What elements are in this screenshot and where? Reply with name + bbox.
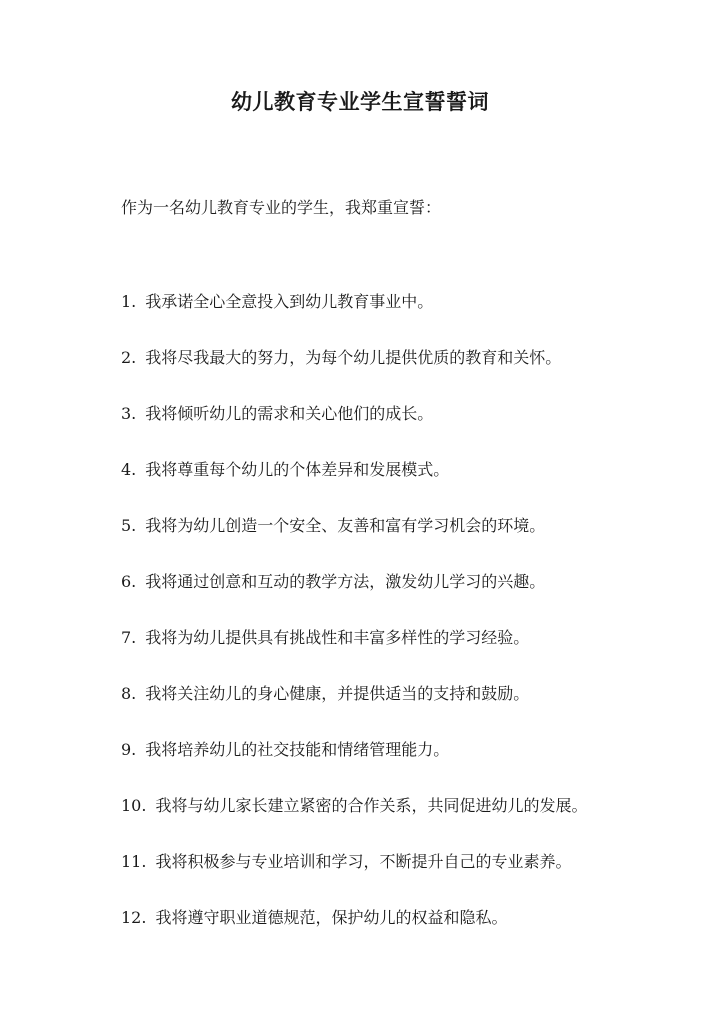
list-item	[121, 738, 449, 762]
list-item-text: 我将为幼儿提供具有挑战性和丰富多样性的学习经验。	[145, 628, 530, 647]
list-item	[121, 850, 571, 874]
list-item-text: 我承诺全心全意投入到幼儿教育事业中。	[145, 292, 434, 311]
intro-paragraph: 作为一名幼儿教育专业的学生，我郑重宣誓：	[121, 198, 442, 217]
list-item-number: 4.	[121, 460, 137, 479]
list-item-text: 我将关注幼儿的身心健康，并提供适当的支持和鼓励。	[145, 684, 530, 703]
list-item	[121, 906, 507, 930]
list-item-number: 11.	[121, 852, 147, 871]
list-item-number: 1.	[121, 292, 137, 311]
list-item-number: 5.	[121, 516, 137, 535]
list-item-number: 12.	[121, 908, 147, 927]
list-item-text: 我将为幼儿创造一个安全、友善和富有学习机会的环境。	[145, 516, 546, 535]
list-item-number: 6.	[121, 572, 137, 591]
list-item-number: 7.	[121, 628, 137, 647]
list-item-text: 我将与幼儿家长建立紧密的合作关系，共同促进幼儿的发展。	[155, 796, 588, 815]
list-item	[121, 402, 433, 426]
list-item-number: 10.	[121, 796, 147, 815]
list-item-number: 3.	[121, 404, 137, 423]
list-item-text: 我将倾听幼儿的需求和关心他们的成长。	[145, 404, 434, 423]
list-item	[121, 682, 529, 706]
list-item-text: 我将遵守职业道德规范，保护幼儿的权益和隐私。	[155, 908, 508, 927]
list-item	[121, 514, 545, 538]
list-item	[121, 290, 433, 314]
list-item	[121, 570, 545, 594]
list-item-text: 我将通过创意和互动的教学方法，激发幼儿学习的兴趣。	[145, 572, 546, 591]
list-item	[121, 626, 529, 650]
list-item	[121, 458, 449, 482]
list-item-text: 我将尽我最大的努力，为每个幼儿提供优质的教育和关怀。	[145, 348, 562, 367]
list-item-text: 我将培养幼儿的社交技能和情绪管理能力。	[145, 740, 450, 759]
list-item	[121, 346, 561, 370]
list-item-number: 9.	[121, 740, 137, 759]
list-item-text: 我将尊重每个幼儿的个体差异和发展模式。	[145, 460, 450, 479]
document-title: 幼儿教育专业学生宣誓誓词	[231, 89, 489, 114]
list-item-text: 我将积极参与专业培训和学习，不断提升自己的专业素养。	[155, 852, 572, 871]
list-item-number: 2.	[121, 348, 137, 367]
list-item	[121, 794, 587, 818]
list-item-number: 8.	[121, 684, 137, 703]
